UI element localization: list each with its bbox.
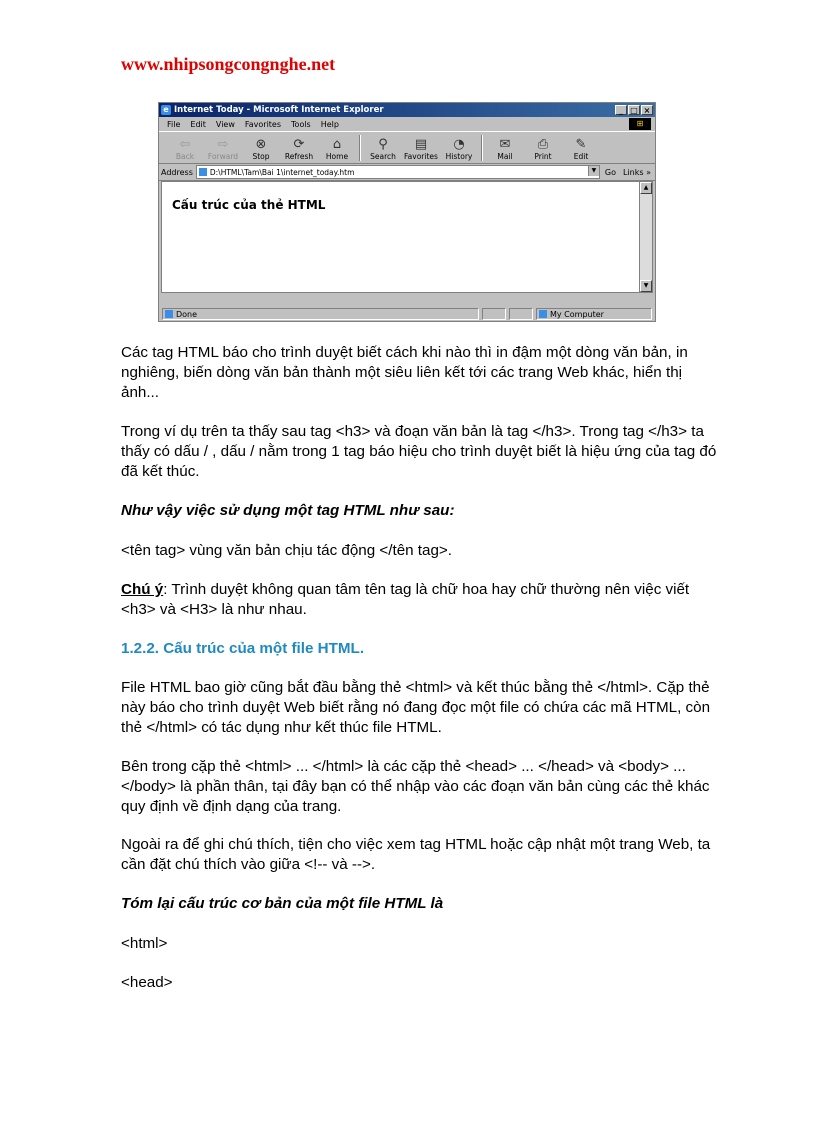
- favorites-button[interactable]: [403, 137, 439, 161]
- browser-title: Internet Today - Microsoft Internet Explorer: [174, 105, 384, 115]
- paragraph-tags-intro: Các tag HTML báo cho trình duyệt biết cách khi nào thì in đậm một dòng văn bản, in nghiêng, biến dòng văn bản thành một siêu liên kết tới các trang Web khác, hiển thị ảnh...: [121, 344, 688, 401]
- paragraph-comments: Ngoài ra để ghi chú thích, tiện cho việc xem tag HTML hoặc cập nhật một trang Web, ta cần đặt chú thích vào giữa <!-- và -->.: [121, 836, 711, 873]
- back-arrow-icon: ⇦: [179, 137, 191, 152]
- stop-icon: ⊗: [255, 137, 267, 152]
- status-zone: [536, 308, 652, 320]
- browser-menubar: [159, 117, 655, 132]
- toolbar-separator: [481, 135, 483, 161]
- scroll-down-icon[interactable]: ▼: [640, 280, 652, 292]
- ie-logo-icon: e: [161, 105, 171, 115]
- code-line-html: <html>: [121, 935, 168, 952]
- chevron-down-icon[interactable]: ▼: [588, 166, 599, 176]
- status-main: [162, 308, 479, 320]
- mail-label: Mail: [497, 152, 513, 161]
- address-value: D:\HTML\Tam\Bai 1\internet_today.htm: [209, 167, 355, 177]
- paragraph-example: Trong ví dụ trên ta thấy sau tag <h3> và đoạn văn bản là tag </h3>. Trong tag </h3> ta thấy có dấu / , dấu / nằm trong 1 tag báo hiệu cho trình duyệt biết là hiệu ứng của tag đó đã kết thúc.: [121, 423, 717, 480]
- menu-view[interactable]: View: [215, 119, 235, 129]
- print-label: Print: [534, 152, 552, 161]
- mail-button[interactable]: [487, 137, 523, 161]
- search-button[interactable]: [365, 137, 401, 161]
- history-label: History: [445, 152, 473, 161]
- minimize-button[interactable]: _: [615, 105, 627, 115]
- edit-button[interactable]: [563, 137, 599, 161]
- paragraph-note: [121, 580, 721, 620]
- status-cell: [482, 308, 506, 320]
- menu-tools[interactable]: Tools: [291, 119, 311, 129]
- address-input[interactable]: [196, 165, 600, 179]
- status-cell: [509, 308, 533, 320]
- refresh-label: Refresh: [284, 152, 314, 161]
- scroll-up-icon[interactable]: ▲: [640, 182, 652, 194]
- status-text: Done: [176, 309, 198, 319]
- mail-icon: ✉: [499, 137, 511, 152]
- vertical-scrollbar[interactable]: [639, 181, 653, 293]
- site-url[interactable]: www.nhipsongcongnghe.net: [121, 54, 336, 74]
- links-button[interactable]: Links »: [623, 167, 651, 177]
- back-label: Back: [175, 152, 195, 161]
- maximize-button[interactable]: □: [628, 105, 640, 115]
- browser-viewport: [161, 181, 640, 293]
- viewport-heading: Cấu trúc của thẻ HTML: [172, 198, 326, 212]
- home-icon: ⌂: [332, 137, 342, 152]
- browser-toolbar: [159, 132, 655, 164]
- forward-arrow-icon: ⇨: [217, 137, 229, 152]
- refresh-button[interactable]: [281, 137, 317, 161]
- heading-usage: Như vậy việc sử dụng một tag HTML như sau:: [121, 502, 455, 519]
- edit-label: Edit: [573, 152, 589, 161]
- home-button[interactable]: [319, 137, 355, 161]
- address-bar: [159, 164, 655, 181]
- menu-edit[interactable]: Edit: [190, 119, 206, 129]
- menu-file[interactable]: File: [167, 119, 181, 129]
- paragraph-tag-syntax: <tên tag> vùng văn bản chịu tác động </tên tag>.: [121, 542, 453, 559]
- windows-logo-icon: ⊞: [629, 118, 651, 130]
- favorites-label: Favorites: [404, 152, 438, 161]
- forward-label: Forward: [207, 152, 239, 161]
- computer-icon: [539, 310, 547, 318]
- browser-statusbar: [159, 307, 655, 321]
- page-icon: [199, 168, 207, 176]
- print-icon: ⎙: [537, 137, 549, 152]
- section-title: 1.2.2. Cấu trúc của một file HTML.: [121, 640, 365, 657]
- search-icon: ⚲: [378, 137, 388, 152]
- close-button[interactable]: ×: [641, 105, 653, 115]
- window-controls: [615, 105, 653, 115]
- search-label: Search: [370, 152, 396, 161]
- status-zone-text: My Computer: [550, 309, 604, 319]
- back-button[interactable]: [167, 137, 203, 161]
- paragraph-head-body: Bên trong cặp thẻ <html> ... </html> là các cặp thẻ <head> ... </head> và <body> ... </body> là phần thân, tại đây bạn có thể nhập vào các đoạn văn bản cùng các thẻ khác quy định về định dạng của trang.: [121, 758, 710, 815]
- toolbar-separator: [359, 135, 361, 161]
- forward-button[interactable]: [205, 137, 241, 161]
- history-icon: ◔: [453, 137, 465, 152]
- menu-favorites[interactable]: Favorites: [244, 119, 282, 129]
- status-page-icon: [165, 310, 173, 318]
- heading-summary: Tóm lại cấu trúc cơ bản của một file HTML là: [121, 895, 444, 912]
- history-button[interactable]: [441, 137, 477, 161]
- print-button[interactable]: [525, 137, 561, 161]
- edit-icon: ✎: [575, 137, 587, 152]
- address-label: Address: [161, 167, 193, 177]
- browser-titlebar: [159, 103, 655, 117]
- home-label: Home: [325, 152, 349, 161]
- go-button[interactable]: Go: [604, 167, 616, 177]
- browser-screenshot: [158, 102, 656, 322]
- refresh-icon: ⟳: [293, 137, 305, 152]
- stop-label: Stop: [252, 152, 270, 161]
- menu-help[interactable]: Help: [320, 119, 339, 129]
- note-text: : Trình duyệt không quan tâm tên tag là chữ hoa hay chữ thường nên việc viết <h3> và <H3> là như nhau.: [121, 581, 690, 618]
- paragraph-html-file: File HTML bao giờ cũng bắt đầu bằng thẻ <html> và kết thúc bằng thẻ </html>. Cặp thẻ này báo cho trình duyệt Web biết rằng nó đang đọc một file có chứa các mã HTML, còn thẻ </html> có tác dụng như kết thúc file HTML.: [121, 679, 711, 736]
- stop-button[interactable]: [243, 137, 279, 161]
- favorites-icon: ▤: [414, 137, 428, 152]
- code-line-head: <head>: [121, 974, 173, 991]
- note-label: Chú ý: [121, 581, 164, 598]
